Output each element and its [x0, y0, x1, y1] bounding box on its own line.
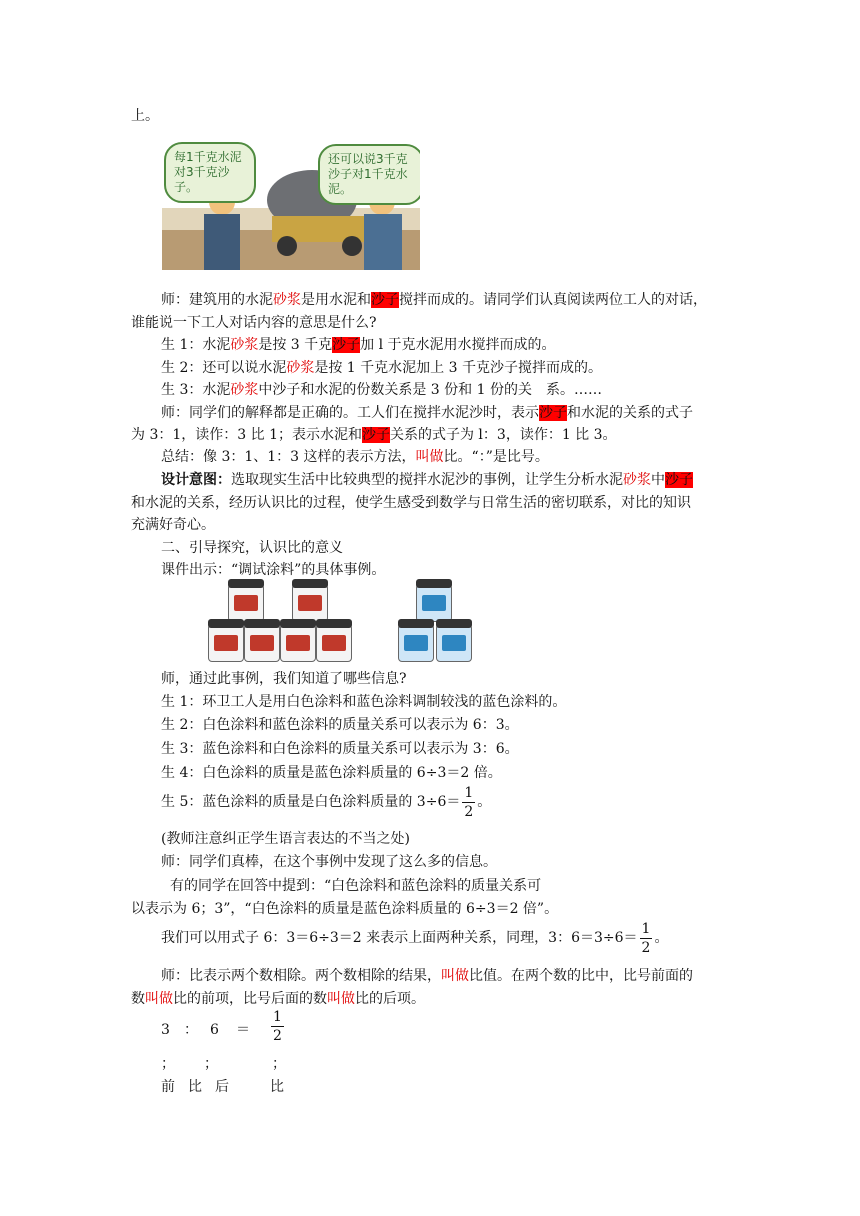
blue-paint-jar-icon: [416, 584, 452, 622]
student-1: [161, 335, 556, 355]
student-2: [161, 358, 602, 378]
keyword-sand-highlight: 沙子: [539, 405, 567, 421]
design-intent-1: [161, 470, 693, 490]
keyword-sand-highlight: 沙子: [361, 427, 390, 443]
white-paint-jar-icon: [292, 584, 328, 622]
text-span: 师：比表示两个数相除。两个数相除的结果，: [161, 968, 441, 984]
section-heading-2: 二、引导探究，认识比的意义: [161, 540, 343, 556]
keyword-sand-highlight: 沙子: [665, 472, 693, 488]
speech-bubble-right: 还可以说3千克沙子对1千克水泥。: [318, 144, 420, 205]
diagram-fraction: [269, 1006, 286, 1046]
teacher-question-2: 师，通过此事例，我们知道了哪些信息?: [161, 671, 407, 687]
text-span: 中沙子和水泥的份数关系是 3 份和 1 份的关 系。……: [258, 382, 602, 398]
keyword-mortar: 砂浆: [230, 382, 259, 398]
text-span: 总结：像 3：1、1：3 这样的表示方法，: [161, 449, 416, 465]
keyword-sand-highlight: 沙子: [371, 292, 399, 308]
student-3: [161, 380, 602, 400]
text-span: 比的前项，比号后面的数: [173, 991, 327, 1007]
diagram-label-front: 前: [161, 1079, 175, 1095]
text-span: 。: [477, 794, 492, 810]
keyword-mortar: 砂浆: [286, 360, 315, 376]
text-span: 比的后项。: [355, 991, 425, 1007]
diagram-term-6: 6: [210, 1022, 219, 1038]
text-span: 数: [131, 991, 145, 1007]
text-span: 中: [651, 472, 665, 488]
text-span: 搅拌而成的。请同学们认真阅读两位工人的对话，: [399, 292, 707, 308]
text-span: 师：同学们的解释都是正确的。工人们在搅拌水泥沙时，表示: [161, 405, 539, 421]
fraction-numerator: 1: [641, 920, 651, 937]
text-span: 生 3：水泥: [161, 382, 231, 398]
text-span: 和水泥的关系的式子: [567, 405, 693, 421]
keyword-called: 叫做: [441, 968, 469, 984]
text-span: 。: [654, 930, 669, 946]
keyword-called: 叫做: [327, 991, 355, 1007]
workers-illustration: [162, 138, 420, 270]
answer-4: 生 4：白色涂料的质量是蓝色涂料质量的 6÷3＝2 倍。: [161, 765, 502, 781]
fraction-denominator: 2: [641, 939, 651, 956]
keyword-called: 叫做: [415, 449, 444, 465]
fraction-numerator: 1: [273, 1008, 282, 1025]
fraction-one-half: [462, 784, 475, 821]
equation-line: [161, 918, 668, 958]
keyword-sand-highlight: 沙子: [332, 337, 361, 353]
diagram-semicolon-3: ；: [272, 1056, 286, 1072]
answer-3: 生 3：蓝色涂料和白色涂料的质量关系可以表示为 3：6。: [161, 741, 519, 757]
fraction-numerator: 1: [464, 784, 474, 801]
keyword-called: 叫做: [145, 991, 173, 1007]
white-paint-jar-icon: [228, 584, 264, 622]
teacher-explain-2: [131, 425, 617, 445]
text-span: 是按 3 千克: [258, 337, 333, 353]
answer-1: 生 1：环卫工人是用白色涂料和蓝色涂料调制较浅的蓝色涂料的。: [161, 694, 567, 710]
answer-2: 生 2：白色涂料和蓝色涂料的质量关系可以表示为 6：3。: [161, 717, 519, 733]
keyword-mortar: 砂浆: [230, 337, 259, 353]
text-span: 生 5：蓝色涂料的质量是白色涂料质量的 3÷6＝: [161, 794, 461, 810]
text-span: 是按 1 千克水泥加上 3 千克沙子搅拌而成的。: [314, 360, 602, 376]
text-span: 加 l 于克水泥用水搅拌而成的。: [360, 337, 556, 353]
diagram-term-3: 3: [161, 1022, 170, 1038]
design-intent-label: 设计意图：: [161, 472, 231, 488]
fraction-one-half: [640, 920, 653, 957]
text-top: 上。: [131, 108, 159, 124]
text-span: 生 1：水泥: [161, 337, 231, 353]
fraction-one-half: [271, 1008, 284, 1045]
design-intent-2: 和水泥的关系，经历认识比的过程，使学生感受到数学与日常生活的密切联系，对比的知识: [131, 495, 691, 511]
teacher-explain-1: [161, 403, 693, 423]
blue-paint-jar-icon: [436, 624, 472, 662]
fraction-denominator: 2: [464, 803, 474, 820]
paint-jars-illustration: [200, 578, 490, 664]
text-span: 我们可以用式子 6：3＝6÷3＝2 来表示上面两种关系，同理，3：6＝3÷6＝: [161, 930, 638, 946]
white-paint-jar-icon: [316, 624, 352, 662]
fraction-denominator: 2: [273, 1027, 282, 1044]
definition-1: [161, 966, 693, 986]
diagram-colon: ：: [184, 1022, 198, 1038]
text-span: 关系的式子为 l：3，读作：1 比 3。: [389, 427, 617, 443]
text-span: 比。“：”是比号。: [443, 449, 549, 465]
blue-paint-jar-icon: [398, 624, 434, 662]
teacher-note: (教师注意纠正学生语言表达的不当之处): [161, 831, 410, 847]
mention-1: 有的同学在回答中提到：“白色涂料和蓝色涂料的质量关系可: [170, 878, 542, 894]
keyword-mortar: 砂浆: [273, 292, 301, 308]
white-paint-jar-icon: [244, 624, 280, 662]
diagram-semicolon-2: ；: [204, 1056, 218, 1072]
diagram-label-back: 后: [215, 1079, 229, 1095]
speech-bubble-left: 每1千克水泥对3千克沙子。: [164, 142, 256, 203]
diagram-label-ratio-sign: 比: [188, 1079, 202, 1095]
answer-5: [161, 782, 491, 822]
text-span: 选取现实生活中比较典型的搅拌水泥沙的事例，让学生分析水泥: [231, 472, 623, 488]
text-span: 比值。在两个数的比中，比号前面的: [469, 968, 693, 984]
text-span: 是用水泥和: [301, 292, 371, 308]
paragraph-teacher-q1-cont: 谁能说一下工人对话内容的意思是什么?: [131, 315, 377, 331]
white-paint-jar-icon: [208, 624, 244, 662]
keyword-mortar: 砂浆: [623, 472, 651, 488]
teacher-praise: 师：同学们真棒，在这个事例中发现了这么多的信息。: [161, 854, 497, 870]
diagram-label-ratio-value: 比: [270, 1079, 284, 1095]
summary: [161, 447, 549, 467]
diagram-equals: ＝: [236, 1022, 250, 1038]
text-span: 为 3：1，读作：3 比 1；表示水泥和: [131, 427, 362, 443]
diagram-semicolon-1: ；: [161, 1056, 175, 1072]
course-display: 课件出示：“调试涂料”的具体事例。: [161, 562, 386, 578]
text-span: 生 2：还可以说水泥: [161, 360, 287, 376]
paragraph-teacher-q1: [161, 290, 707, 310]
text-span: 师：建筑用的水泥: [161, 292, 273, 308]
white-paint-jar-icon: [280, 624, 316, 662]
design-intent-3: 充满好奇心。: [131, 517, 215, 533]
mention-2: 以表示为 6；3”，“白色涂料的质量是蓝色涂料质量的 6÷3＝2 倍”。: [131, 901, 559, 917]
